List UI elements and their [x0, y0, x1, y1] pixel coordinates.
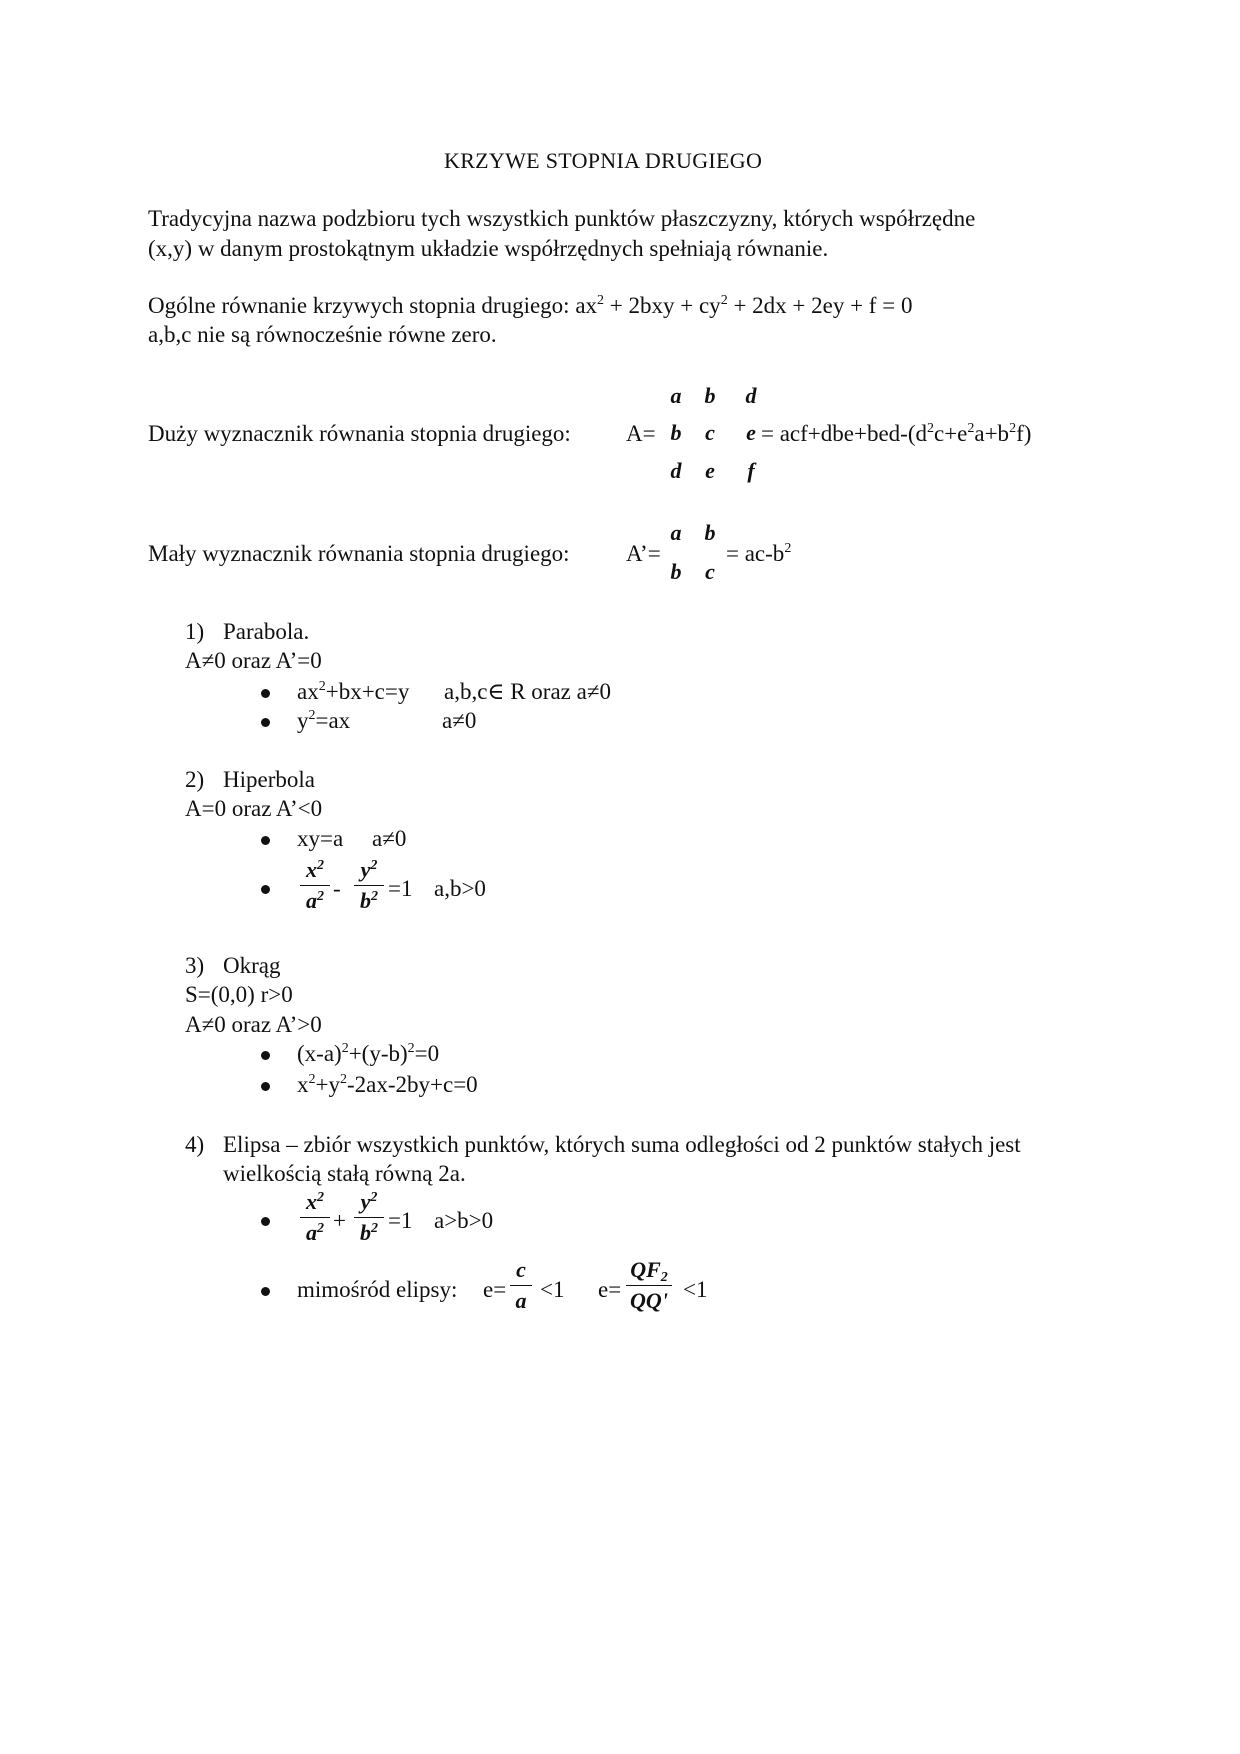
small-det-cell: b: [704, 520, 716, 545]
bullet-icon: [261, 1287, 270, 1296]
big-det-result: [761, 420, 1031, 448]
big-det-prefix: A=: [626, 421, 656, 446]
section-title-hiperbola: Hiperbola: [223, 767, 315, 792]
section-number-hiperbola: 2): [185, 767, 205, 792]
okrag-equation-2: [297, 1071, 478, 1099]
denominator: b: [360, 1220, 371, 1245]
exponent: 2: [370, 1190, 378, 1205]
det-term: a+b: [974, 421, 1010, 446]
big-det-cell: f: [747, 458, 755, 483]
fraction-bar: [354, 885, 384, 886]
big-det-cell: d: [745, 383, 757, 408]
parabola-equation-2: [297, 707, 350, 735]
fraction-bar: [510, 1285, 532, 1286]
small-det-prefix: A’=: [626, 541, 661, 566]
hiperbola-condition: A=0 oraz A’<0: [185, 796, 323, 821]
bullet-icon: [261, 689, 270, 698]
denominator: a: [515, 1288, 527, 1313]
parabola-equation-2-cond: a≠0: [442, 708, 477, 733]
bullet-icon: [261, 718, 270, 727]
subscript: 2: [660, 1270, 668, 1285]
plus-operator: +: [333, 1208, 346, 1233]
hiperbola-equation-1-cond: a≠0: [372, 826, 407, 851]
exponent: 2: [318, 679, 326, 694]
exponent: 2: [317, 1221, 324, 1236]
general-equation-label: Ogólne równanie krzywych stopnia drugiego:: [148, 293, 576, 318]
parabola-equation-1-cond: a,b,c∈ R oraz a≠0: [444, 679, 611, 704]
eq-term: y: [297, 708, 309, 733]
okrag-equation-1: [297, 1040, 439, 1068]
exponent: 2: [371, 1221, 378, 1236]
small-det-label: Mały wyznacznik równania stopnia drugiego:: [148, 541, 570, 566]
denominator: b: [360, 888, 371, 913]
bullet-icon: [261, 836, 270, 845]
general-equation: [148, 292, 912, 320]
small-det-cell: b: [670, 559, 682, 584]
fraction-bar: [626, 1285, 672, 1286]
page-title: KRZYWE STOPNIA DRUGIEGO: [444, 148, 763, 173]
exponent: 2: [371, 889, 378, 904]
exponent: 2: [967, 421, 975, 436]
big-det-cell: e: [746, 420, 756, 445]
numerator: x: [306, 857, 317, 882]
numerator: y: [360, 857, 371, 882]
exponent: 2: [308, 1072, 316, 1087]
elipsa-equation-cond: a>b>0: [434, 1208, 494, 1233]
bullet-icon: [261, 1082, 270, 1091]
det-term: f): [1016, 421, 1032, 446]
section-number-okrag: 3): [185, 953, 205, 978]
denominator: QQ': [630, 1288, 668, 1313]
numerator: c: [516, 1257, 526, 1282]
exponent: 2: [317, 858, 324, 873]
fraction-y2-b2: [354, 858, 384, 913]
big-det-cell: e: [705, 458, 715, 483]
less-than-one: <1: [683, 1277, 708, 1302]
section-title-parabola: Parabola.: [223, 619, 310, 644]
fraction-bar: [300, 885, 330, 886]
equals-one: =1: [388, 1208, 413, 1233]
fraction-x2-a2: [300, 858, 330, 913]
exponent: 2: [339, 1072, 347, 1087]
exponent: 2: [720, 293, 728, 308]
eq-term: ax: [297, 679, 319, 704]
elipsa-definition-line-2: wielkością stałą równą 2a.: [223, 1161, 466, 1186]
fraction-bar: [354, 1217, 384, 1218]
section-number-parabola: 1): [185, 619, 205, 644]
eq-term: + 2bxy + cy: [604, 293, 721, 318]
eq-term: x: [297, 1072, 309, 1097]
denominator: a: [306, 888, 317, 913]
exponent: 2: [317, 889, 324, 904]
big-det-cell: b: [704, 383, 716, 408]
fraction-y2-b2: [354, 1190, 384, 1245]
bullet-icon: [261, 885, 270, 894]
eq-term: -2ax-2by+c=0: [346, 1072, 478, 1097]
eq-term: =0: [414, 1041, 440, 1066]
eccentricity-label: mimośród elipsy:: [297, 1277, 458, 1302]
eq-term: (x-a): [297, 1041, 342, 1066]
exponent: 2: [370, 858, 378, 873]
exponent: 2: [341, 1041, 349, 1056]
det-term: c+e: [933, 421, 968, 446]
fraction-bar: [300, 1217, 330, 1218]
exponent: 2: [317, 1190, 324, 1205]
numerator: x: [306, 1189, 317, 1214]
bullet-icon: [261, 1217, 270, 1226]
eq-term: +bx+c=y: [325, 679, 410, 704]
small-det-result: [726, 540, 791, 568]
exponent: 2: [597, 293, 605, 308]
general-note: a,b,c nie są równocześnie równe zero.: [148, 322, 497, 347]
big-det-cell: d: [670, 458, 682, 483]
small-det-cell: c: [705, 559, 715, 584]
fraction-c-a: [510, 1258, 532, 1313]
big-det-cell: b: [670, 420, 682, 445]
hiperbola-equation-2-cond: a,b>0: [434, 876, 486, 901]
eccentricity-e1: e=: [483, 1277, 507, 1302]
denominator: a: [306, 1220, 317, 1245]
eq-term: + 2dx + 2ey + f = 0: [727, 293, 913, 318]
fraction-qf2-qq: [626, 1258, 672, 1313]
exponent: 2: [407, 1041, 415, 1056]
eq-term: ax: [575, 293, 598, 318]
det-term: = acf+dbe+bed-(d: [761, 421, 927, 446]
less-than-one: <1: [540, 1277, 565, 1302]
exponent: 2: [926, 421, 934, 436]
intro-line-2: (x,y) w danym prostokątnym układzie współrzędnych spełniają równanie.: [148, 236, 829, 261]
big-det-cell: a: [670, 383, 682, 408]
intro-line-1: Tradycyjna nazwa podzbioru tych wszystkich punktów płaszczyzny, których współrzędne: [148, 206, 976, 231]
big-det-cell: c: [705, 420, 715, 445]
numerator: QF: [630, 1257, 661, 1282]
numerator: y: [360, 1189, 371, 1214]
small-det-cell: a: [670, 520, 682, 545]
elipsa-definition-line-1: Elipsa – zbiór wszystkich punktów, których suma odległości od 2 punktów stałych jest: [223, 1132, 1021, 1157]
eq-term: +y: [315, 1072, 340, 1097]
minus-operator: -: [333, 876, 341, 901]
section-title-okrag: Okrąg: [223, 953, 281, 978]
okrag-center: S=(0,0) r>0: [185, 982, 293, 1007]
bullet-icon: [261, 1051, 270, 1060]
eq-term: +(y-b): [348, 1041, 408, 1066]
parabola-equation-1: [297, 678, 409, 706]
hiperbola-equation-1: xy=a: [297, 826, 344, 851]
parabola-condition: A≠0 oraz A’=0: [185, 648, 322, 673]
okrag-condition: A≠0 oraz A’>0: [185, 1012, 322, 1037]
exponent: 2: [784, 541, 792, 556]
big-det-label: Duży wyznacznik równania stopnia drugiego:: [148, 421, 571, 446]
det-term: = ac-b: [726, 541, 785, 566]
exponent: 2: [308, 708, 316, 723]
exponent: 2: [1009, 421, 1017, 436]
equals-one: =1: [388, 876, 413, 901]
section-number-elipsa: 4): [185, 1132, 205, 1157]
eccentricity-e2: e=: [598, 1277, 622, 1302]
fraction-x2-a2: [300, 1190, 330, 1245]
eq-term: =ax: [315, 708, 351, 733]
